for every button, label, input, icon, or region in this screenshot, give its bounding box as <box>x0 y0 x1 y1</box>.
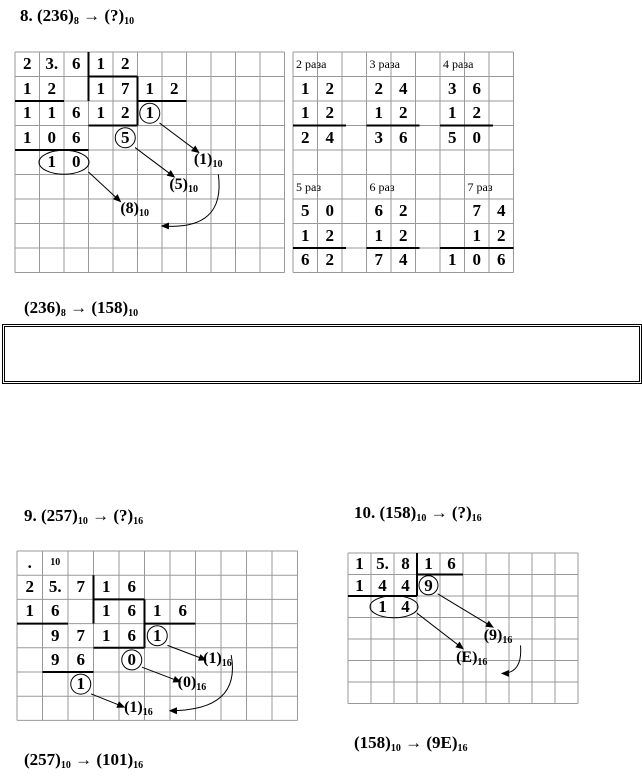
problem-10-result: $(158)_{10} \to (9E)_{16}$ <box>354 733 468 754</box>
result-digit-1: $(9)_{16}$ <box>483 627 513 647</box>
result-digit-2: $(0)_{16}$ <box>177 674 207 694</box>
answer-box[interactable] <box>2 324 642 384</box>
grid-digit: 2 <box>121 54 130 73</box>
grid-digit: 1 <box>96 78 105 98</box>
result-digit-1: $(1)_{10}$ <box>193 151 223 171</box>
grid-digit: 0 <box>325 201 334 220</box>
multiplication-label: 2 раза <box>296 57 327 71</box>
grid-digit: 1 <box>25 601 34 621</box>
grid-digit: 6 <box>72 54 81 73</box>
grid-digit: 2 <box>325 78 334 98</box>
grid-digit: 6 <box>472 78 481 98</box>
grid-digit: 6 <box>447 554 456 573</box>
result-digit-1: $(1)_{16}$ <box>203 650 232 670</box>
grid-digit: 6 <box>127 625 136 645</box>
grid-digit: 4 <box>325 127 334 147</box>
grid-digit: 2 <box>399 225 408 245</box>
multiplication-label: 3 раза <box>369 57 400 71</box>
grid-digit: 3. <box>45 54 59 73</box>
grid-digit: 6 <box>76 649 85 669</box>
grid-digit: 4 <box>401 575 410 595</box>
grid-digit: 4 <box>497 201 506 220</box>
grid-digit: 1 <box>472 225 481 245</box>
grid-digit: 1 <box>355 554 364 573</box>
grid-digit: 0 <box>472 127 481 147</box>
grid-digit: 2 <box>325 103 334 122</box>
grid-digit: 3 <box>448 78 457 98</box>
grid-digit: 1 <box>96 103 105 122</box>
grid-digit: 1 <box>23 78 32 98</box>
grid-digit: 1 <box>23 103 32 122</box>
grid-digit: 6 <box>127 577 136 597</box>
grid-digit: 5. <box>48 577 62 597</box>
grid-digit: 4 <box>401 597 410 616</box>
grid-digit: 2 <box>399 103 408 122</box>
grid-digit: 6 <box>51 601 60 621</box>
grid-digit: 1 <box>374 225 383 245</box>
grid-digit: 1 <box>102 625 111 645</box>
grid-digit: 0 <box>127 649 136 669</box>
grid-digit: 2 <box>325 225 334 245</box>
grid-digit: 1 <box>355 575 364 595</box>
grid-digit: 1 <box>102 577 111 597</box>
grid-digit: 1 <box>301 78 310 98</box>
multiplication-label: 4 раза <box>443 57 474 71</box>
grid-digit: 7 <box>76 625 85 645</box>
grid-digit: 10 <box>50 557 61 568</box>
grid-digit: 1 <box>301 103 310 122</box>
grid-digit: 4 <box>399 250 408 269</box>
grid-digit: 7 <box>76 577 85 597</box>
grid-digit: 1 <box>378 597 387 616</box>
grid-digit: 1 <box>145 103 154 122</box>
grid-digit: 1 <box>301 225 310 245</box>
problem-9-result: $(257)_{10} \to (101)_{16}$ <box>24 750 144 771</box>
grid-digit: 6 <box>178 601 187 621</box>
grid-digit: 1 <box>424 554 433 573</box>
grid-digit: 4 <box>378 575 387 595</box>
grid-digit: 6 <box>497 250 506 269</box>
grid-digit: 2 <box>301 127 310 147</box>
grid-digit: . <box>27 553 32 572</box>
grid-digit: 1 <box>76 674 85 693</box>
grid-digit: 1 <box>102 601 111 621</box>
grid-digit: 4 <box>399 78 408 98</box>
grid-digit: 1 <box>47 103 56 122</box>
grid-digit: 9 <box>51 649 60 669</box>
problem-9-title: 9. $(257)_{10}$ → $(?)_{16}$ <box>24 506 144 527</box>
problem-8-title: 8. $(236)_8$ → $(?)_{10}$ <box>20 6 135 27</box>
grid-digit: 2 <box>374 78 383 98</box>
grid-digit: 6 <box>374 201 383 220</box>
grid-digit: 2 <box>472 103 481 122</box>
grid-digit: 1 <box>448 103 457 122</box>
grid-digit: 7 <box>472 201 481 220</box>
grid-digit: 1 <box>23 127 32 147</box>
grid-digit: 1 <box>153 601 162 621</box>
result-digit-3: $(1)_{16}$ <box>124 698 153 718</box>
grid-digit: 5. <box>376 554 389 573</box>
grid-digit: 2 <box>25 577 34 597</box>
grid-digit: 3 <box>374 127 383 147</box>
grid-digit: 2 <box>325 250 334 269</box>
grid-digit: 2 <box>399 201 408 220</box>
problem-10-title: 10. $(158)_{10}$ → $(?)_{16}$ <box>354 503 482 524</box>
grid-digit: 2 <box>121 103 130 122</box>
grid-digit: 6 <box>127 601 136 621</box>
grid-digit: 7 <box>121 78 130 98</box>
result-digit-2: $(5)_{10}$ <box>169 175 198 195</box>
grid-digit: 6 <box>72 127 81 147</box>
grid-digit: 1 <box>47 152 56 171</box>
grid-digit: 1 <box>153 625 162 645</box>
grid-digit: 2 <box>497 225 506 245</box>
grid-digit: 7 <box>374 250 383 269</box>
grid-digit: 5 <box>301 201 310 220</box>
grid-digit: 6 <box>72 103 81 122</box>
grid-digit: 2 <box>170 78 179 98</box>
grid-digit: 6 <box>399 127 408 147</box>
multiplication-label: 7 раз <box>467 179 493 194</box>
result-digit-3: $(8)_{10}$ <box>120 200 149 220</box>
grid-digit: 6 <box>301 250 310 269</box>
grid-digit: 1 <box>374 103 383 122</box>
grid-digit: 1 <box>448 250 457 269</box>
problem-8-result: $(236)_8 \to (158)_{10}$ <box>24 298 139 319</box>
grid-digit: 5 <box>121 127 130 147</box>
grid-digit: 1 <box>96 54 105 73</box>
multiplication-label: 6 раз <box>369 179 395 194</box>
grid-digit: 2 <box>23 54 32 73</box>
grid-digit: 1 <box>145 78 154 98</box>
grid-digit: 9 <box>51 625 60 645</box>
grid-digit: 0 <box>472 250 481 269</box>
grid-digit: 9 <box>424 575 433 595</box>
grid-digit: 0 <box>72 152 81 171</box>
grid-digit: 8 <box>401 554 410 573</box>
grid-digit: 5 <box>448 127 457 147</box>
grid-digit: 0 <box>47 127 56 147</box>
grid-digit: 2 <box>47 78 56 98</box>
multiplication-label: 5 раз <box>296 179 322 194</box>
result-digit-2: $(E)_{16}$ <box>456 648 488 668</box>
